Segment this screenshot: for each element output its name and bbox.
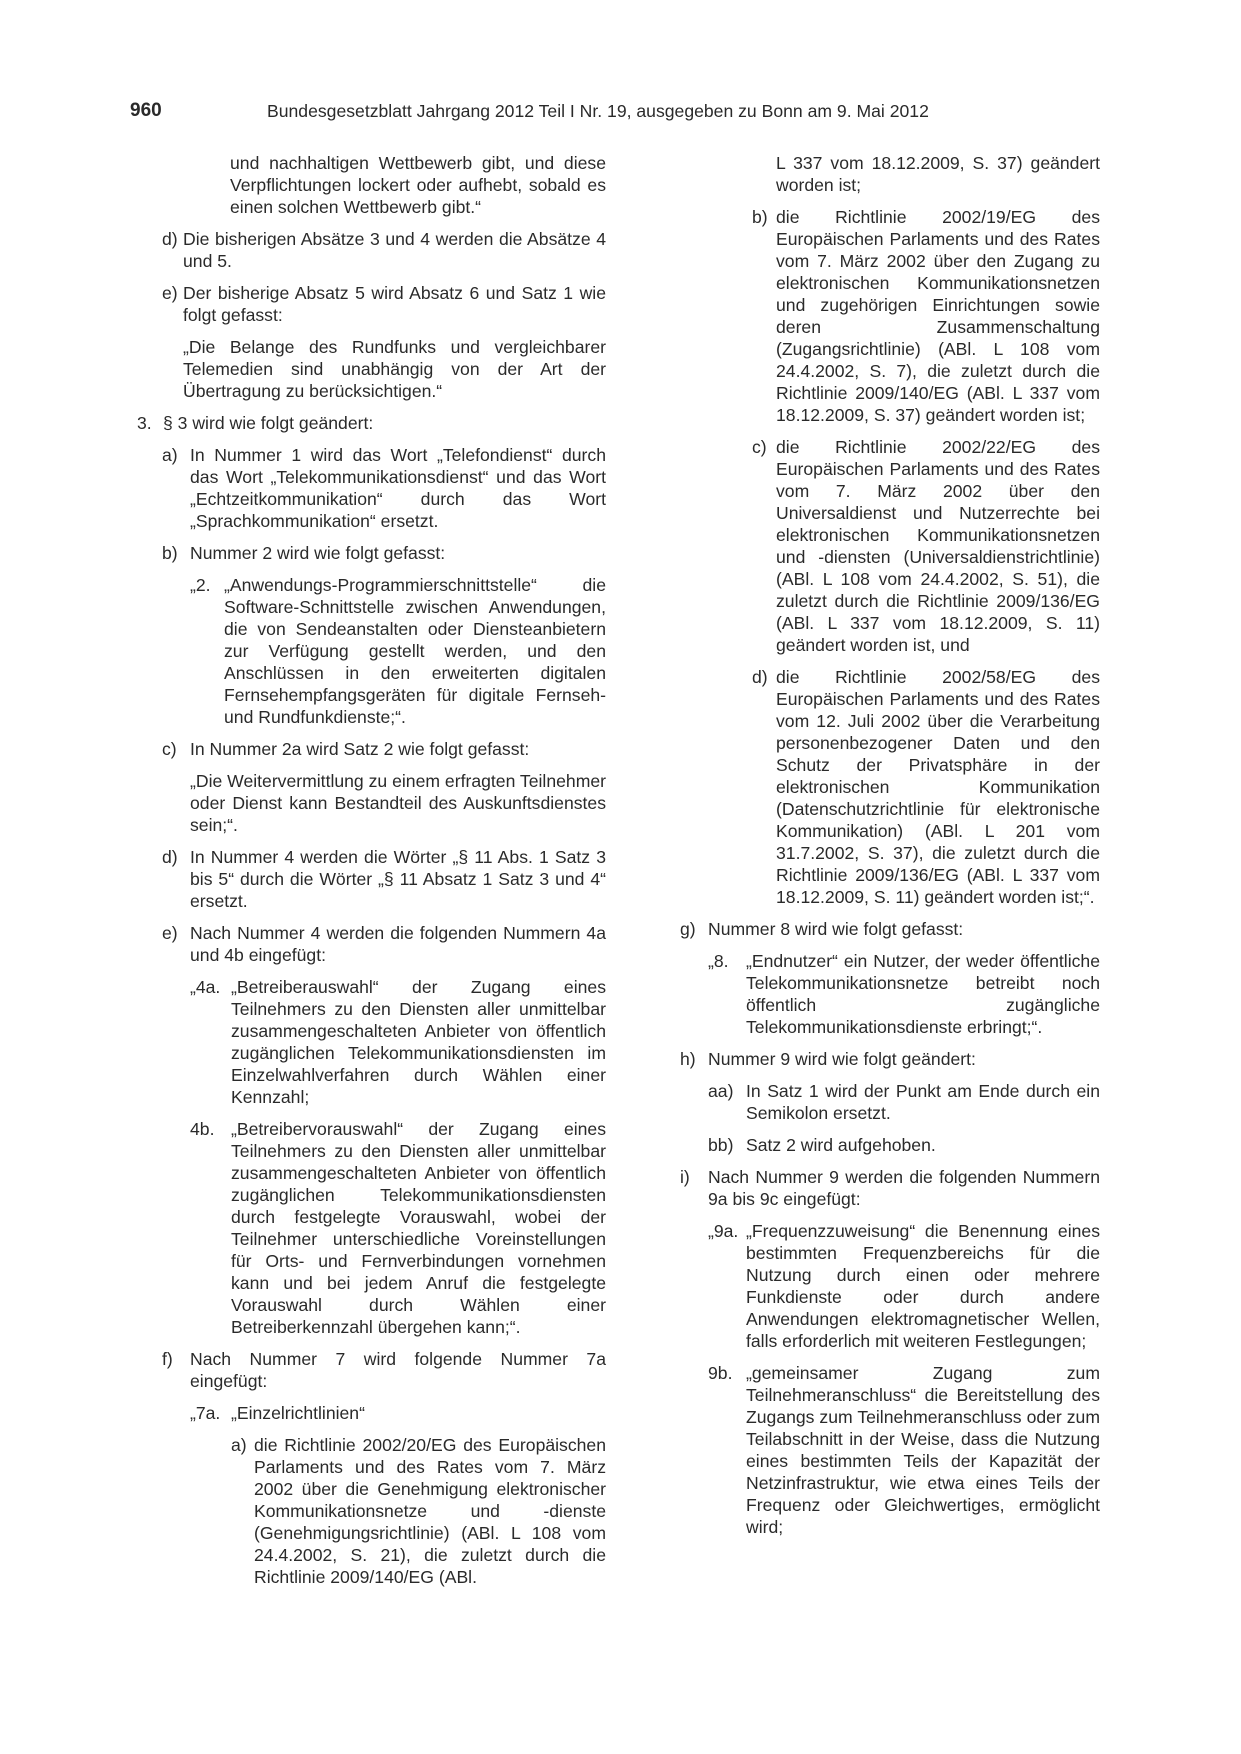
list-text: Nummer 9 wird wie folgt geändert: bbox=[708, 1049, 976, 1069]
list-text: Nummer 2 wird wie folgt gefasst: bbox=[190, 543, 446, 563]
list-item-i bbox=[680, 1166, 1100, 1538]
directive-item-c bbox=[680, 436, 1100, 656]
directive-text: die Richtlinie 2002/58/EG des Europäischen Parlaments und des Rates vom 12. Juli 2002 über die Verarbeitung personenbezogener Daten und den Schutz der Privatsphäre in der elektronischen Kommunikation (Datenschutzrichtlinie für elektronische Kommunikation) (ABl. L 201 vom 31.7.2002, S. 37), die zuletzt durch die Richtlinie 2009/136/EG (ABl. L 337 vom 18.12.2009, S. 11) geändert worden ist;“. bbox=[776, 667, 1100, 907]
directive-item-d bbox=[680, 666, 1100, 908]
left-column bbox=[137, 152, 606, 1598]
right-column bbox=[680, 152, 1100, 1548]
directive-label: d) bbox=[752, 667, 768, 687]
subitem-bb bbox=[708, 1134, 1100, 1156]
definition-label: 4b. bbox=[190, 1119, 215, 1139]
list-text: Der bisherige Absatz 5 wird Absatz 6 und Satz 1 wie folgt gefasst: bbox=[183, 283, 606, 325]
page-number: 960 bbox=[130, 100, 162, 121]
list-text: Nach Nummer 9 werden die folgenden Nummern 9a bis 9c eingefügt: bbox=[708, 1167, 1100, 1209]
section-item-3 bbox=[137, 412, 606, 434]
list-label: d) bbox=[162, 229, 178, 249]
definition-label: „4a. bbox=[190, 977, 221, 997]
directive-text: die Richtlinie 2002/19/EG des Europäischen Parlaments und des Rates vom 7. März 2002 über den Zugang zu elektronischen Kommunikationsnetzen und zugehörigen Einrichtungen sowie deren Zusammenschaltung (Zugangsrichtlinie) (ABl. L 108 vom 24.4.2002, S. 7), die zuletzt durch die Richtlinie 2009/140/EG (ABl. L 337 vom 18.12.2009, S. 37) geändert worden ist; bbox=[776, 207, 1100, 425]
list-item-d bbox=[150, 228, 606, 272]
directive-label: c) bbox=[752, 437, 767, 457]
quoted-text: „Die Belange des Rundfunks und vergleichbarer Telemedien sind unabhängig von der Art der Übertragung zu berücksichtigen.“ bbox=[183, 337, 606, 401]
list-label: g) bbox=[680, 919, 696, 939]
list-text: Nach Nummer 4 werden die folgenden Nummern 4a und 4b eingefügt: bbox=[190, 923, 606, 965]
directive-text: die Richtlinie 2002/20/EG des Europäischen Parlaments und des Rates vom 7. März 2002 über die Genehmigung elektronischer Kommunikationsnetze und -dienste (Genehmigungsrichtlinie) (ABl. L 108 vom 24.4.2002, S. 21), die zuletzt durch die Richtlinie 2009/140/EG (ABl. bbox=[254, 1435, 606, 1587]
list-text: Die bisherigen Absätze 3 und 4 werden die Absätze 4 und 5. bbox=[183, 229, 606, 271]
list-label: h) bbox=[680, 1049, 696, 1069]
list-label: i) bbox=[680, 1167, 690, 1187]
quoted-text: „Die Weitervermittlung zu einem erfragten Teilnehmer oder Dienst kann Bestandteil des Auskunftsdienstes sein;“. bbox=[190, 771, 606, 835]
list-item-a bbox=[150, 444, 606, 532]
list-label: d) bbox=[162, 847, 178, 867]
definition-text: „Einzelrichtlinien“ bbox=[231, 1403, 365, 1423]
definition-9a bbox=[708, 1220, 1100, 1352]
definition-text: „Betreiberauswahl“ der Zugang eines Teilnehmers zu den Diensten aller unmittelbar zusammengeschalteten Anbieter von öffentlich zugänglichen Telekommunikationsdiensten im Einzelwahlverfahren durch Wählen einer Kennzahl; bbox=[231, 977, 606, 1107]
directive-label: b) bbox=[752, 207, 768, 227]
definition-text: „Betreibervorauswahl“ der Zugang eines Teilnehmers zu den Diensten aller unmittelbar zusammengeschalteten Anbieter von öffentlich zugänglichen Telekommunikationsdiensten durch festgelegte Vorauswahl, wobei der Teilnehmer unterschiedliche Voreinstellungen für Orts- und Fernverbindungen vornehmen kann und bei jedem Anruf die festgelegte Vorauswahl durch Wählen einer Betreiberkennzahl übergehen kann;“. bbox=[231, 1119, 606, 1337]
continuation-paragraph bbox=[680, 152, 1100, 196]
page-header bbox=[130, 100, 1130, 124]
definition-text: „Frequenzzuweisung“ die Benennung eines bestimmten Frequenzbereichs für die Nutzung durch einen oder mehrere Funkdienste oder durch andere Anwendungen elektromagnetischer Wellen, falls erforderlich mit weiteren Festlegungen; bbox=[746, 1221, 1100, 1351]
list-label: b) bbox=[162, 543, 178, 563]
list-item-c bbox=[150, 738, 606, 836]
subitem-aa bbox=[708, 1080, 1100, 1124]
definition-4a bbox=[190, 976, 606, 1108]
definition-label: „2. bbox=[190, 575, 211, 595]
section-label: 3. bbox=[137, 413, 152, 433]
list-item-h bbox=[680, 1048, 1100, 1156]
subitem-text: In Satz 1 wird der Punkt am Ende durch ein Semikolon ersetzt. bbox=[746, 1081, 1100, 1123]
definition-4b bbox=[190, 1118, 606, 1338]
continuation-paragraph bbox=[150, 152, 606, 218]
list-label: f) bbox=[162, 1349, 173, 1369]
list-text: Nach Nummer 7 wird folgende Nummer 7a eingefügt: bbox=[190, 1349, 606, 1391]
directive-label: a) bbox=[231, 1435, 247, 1455]
list-label: a) bbox=[162, 445, 178, 465]
directive-item-a bbox=[190, 1434, 606, 1588]
list-item-e bbox=[150, 282, 606, 402]
definition-label: „7a. bbox=[190, 1403, 221, 1423]
directive-text: die Richtlinie 2002/22/EG des Europäischen Parlaments und des Rates vom 7. März 2002 über den Universaldienst und Nutzerrechte bei elektronischen Kommunikationsnetzen und -diensten (Universaldienstrichtlinie) (ABl. L 108 vom 24.4.2002, S. 51), die zuletzt durch die Richtlinie 2009/136/EG (ABl. L 337 vom 18.12.2009, S. 11) geändert worden ist, und bbox=[776, 437, 1100, 655]
definition-label: „8. bbox=[708, 951, 729, 971]
section-text: § 3 wird wie folgt geändert: bbox=[163, 413, 374, 433]
list-text: In Nummer 1 wird das Wort „Telefondienst“ durch das Wort „Telekommunikationsdienst“ und das Wort „Echtzeitkommunikation“ durch das Wort „Sprachkommunikation“ ersetzt. bbox=[190, 445, 606, 531]
list-label: e) bbox=[162, 283, 178, 303]
subitem-label: bb) bbox=[708, 1135, 734, 1155]
paragraph-text: L 337 vom 18.12.2009, S. 37) geändert worden ist; bbox=[776, 153, 1100, 195]
definition-label: „9a. bbox=[708, 1221, 739, 1241]
definition-label: 9b. bbox=[708, 1363, 733, 1383]
list-item-b bbox=[150, 542, 606, 728]
definition-9b bbox=[708, 1362, 1100, 1538]
definition-8 bbox=[708, 950, 1100, 1038]
definition-text: „Endnutzer“ ein Nutzer, der weder öffentliche Telekommunikationsnetze betreibt noch öffentlich zugängliche Telekommunikationsdienste erbringt;“. bbox=[746, 951, 1100, 1037]
definition-7a bbox=[190, 1402, 606, 1424]
list-text: In Nummer 2a wird Satz 2 wie folgt gefasst: bbox=[190, 739, 530, 759]
paragraph-text: und nachhaltigen Wettbewerb gibt, und diese Verpflichtungen lockert oder aufhebt, sobald es einen solchen Wettbewerb gibt.“ bbox=[230, 153, 606, 217]
page-header-title: Bundesgesetzblatt Jahrgang 2012 Teil I Nr. 19, ausgegeben zu Bonn am 9. Mai 2012 bbox=[267, 101, 929, 121]
list-item-g bbox=[680, 918, 1100, 1038]
list-text: Nummer 8 wird wie folgt gefasst: bbox=[708, 919, 964, 939]
list-label: c) bbox=[162, 739, 177, 759]
list-text: In Nummer 4 werden die Wörter „§ 11 Abs. 1 Satz 3 bis 5“ durch die Wörter „§ 11 Absatz 1 Satz 3 und 4“ ersetzt. bbox=[190, 847, 606, 911]
definition-text: „gemeinsamer Zugang zum Teilnehmeranschluss“ die Bereitstellung des Zugangs zum Teilnehmeranschluss oder zum Teilabschnitt in der Weise, dass die Nutzung eines bestimmten Teils der Kapazität der Netzinfrastruktur, wie etwa eines Teils der Frequenz oder Gleichwertiges, ermöglicht wird; bbox=[746, 1363, 1100, 1537]
subitem-text: Satz 2 wird aufgehoben. bbox=[746, 1135, 936, 1155]
list-item-e2 bbox=[150, 922, 606, 1338]
definition-2 bbox=[190, 574, 606, 728]
subitem-label: aa) bbox=[708, 1081, 734, 1101]
definition-text: „Anwendungs-Programmierschnittstelle“ die Software-Schnittstelle zwischen Anwendungen, die von Sendeanstalten oder Diensteanbietern zur Verfügung gestellt werden, und den Anschlüssen in den erweiterten digitalen Fernsehempfangsgeräten für digitale Fernseh- und Rundfunkdienste;“. bbox=[224, 575, 606, 727]
list-item-d2 bbox=[150, 846, 606, 912]
directive-item-b bbox=[680, 206, 1100, 426]
list-label: e) bbox=[162, 923, 178, 943]
list-item-f bbox=[150, 1348, 606, 1588]
